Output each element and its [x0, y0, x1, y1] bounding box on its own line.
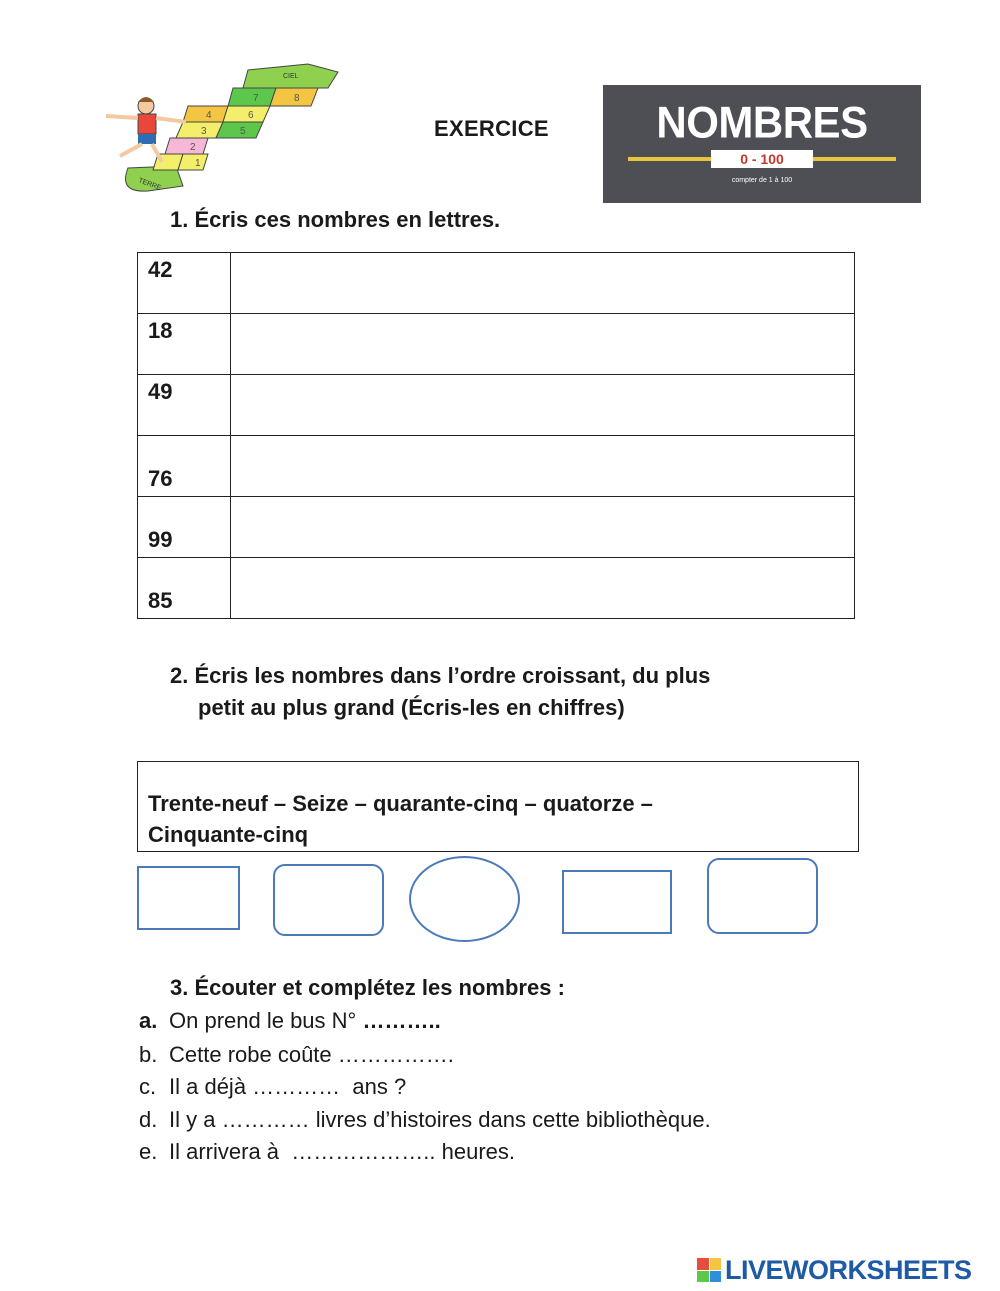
table-row [138, 253, 855, 314]
table-row [138, 558, 855, 619]
hopscotch-number: 6 [248, 110, 254, 121]
question-2-heading [170, 660, 850, 724]
number-cell: 18 [138, 314, 231, 375]
question-3-heading: 3. Écouter et complétez les nombres : [170, 975, 565, 1000]
number-words-line1: Trente-neuf – Seize – quarante-cinq – quatorze – [148, 791, 653, 816]
item-text: Cette robe coûte [169, 1042, 338, 1067]
item-text: Il arrivera à [169, 1139, 292, 1164]
item-text: On prend le bus N° [169, 1008, 363, 1033]
hopscotch-number: 8 [294, 93, 300, 104]
liveworksheets-logo-icon [697, 1258, 721, 1282]
list-item [139, 1040, 454, 1070]
number-cell: 49 [138, 375, 231, 436]
answer-box-3[interactable] [409, 856, 520, 942]
banner-subtitle: compter de 1 à 100 [731, 177, 793, 184]
answer-blank[interactable]: ………… [252, 1074, 341, 1099]
answer-blank[interactable]: ……………….. [291, 1139, 436, 1164]
hopscotch-number: 2 [190, 142, 196, 153]
answer-cell[interactable] [231, 253, 855, 314]
item-after: livres d’histoires dans cette bibliothèque. [309, 1107, 711, 1132]
item-text: Il y a [169, 1107, 222, 1132]
answer-cell[interactable] [231, 375, 855, 436]
table-row [138, 497, 855, 558]
liveworksheets-logo-text: LIVEWORKSHEETS [725, 1254, 972, 1285]
number-words-box [137, 761, 859, 852]
hopscotch-number: 5 [240, 126, 246, 137]
hopscotch-number: 7 [253, 93, 259, 104]
item-marker: b. [139, 1042, 158, 1067]
item-marker: d. [139, 1107, 158, 1132]
answer-cell[interactable] [231, 558, 855, 619]
answer-box-4[interactable] [562, 870, 672, 934]
hopscotch-number: 4 [206, 110, 212, 121]
list-item [139, 1105, 711, 1135]
number-cell: 76 [138, 436, 231, 497]
number-words-line2: Cinquante-cinq [148, 822, 309, 847]
item-text: Il a déjà [169, 1074, 253, 1099]
item-marker: a. [139, 1008, 158, 1033]
nombres-banner [603, 85, 921, 203]
hopscotch-illustration [98, 58, 358, 198]
number-cell: 99 [138, 497, 231, 558]
exercise-title: EXERCICE [434, 116, 549, 141]
table-row [138, 375, 855, 436]
table-row [138, 436, 855, 497]
number-cell: 85 [138, 558, 231, 619]
item-after: ans ? [340, 1074, 407, 1099]
table-row [138, 314, 855, 375]
answer-box-1[interactable] [137, 866, 240, 930]
hopscotch-terre-label: TERRE [137, 177, 163, 192]
number-cell: 42 [138, 253, 231, 314]
answer-blank[interactable]: ………… [221, 1107, 310, 1132]
answer-blank[interactable]: ……….. [362, 1008, 441, 1033]
banner-range: 0 - 100 [711, 150, 813, 168]
answer-cell[interactable] [231, 497, 855, 558]
answer-cell[interactable] [231, 314, 855, 375]
list-item [139, 1137, 515, 1167]
question-2-heading-line2: petit au plus grand (Écris-les en chiffres) [198, 695, 625, 720]
hopscotch-ciel-label: CIEL [283, 73, 299, 80]
question-1-heading: 1. Écris ces nombres en lettres. [170, 207, 501, 232]
numbers-table [137, 252, 855, 619]
answer-cell[interactable] [231, 436, 855, 497]
answer-box-2[interactable] [273, 864, 384, 936]
item-after: heures. [435, 1139, 515, 1164]
answer-box-5[interactable] [707, 858, 818, 934]
question-2-heading-line1: 2. Écris les nombres dans l’ordre croissant, du plus [170, 663, 711, 688]
item-marker: c. [139, 1074, 157, 1099]
item-marker: e. [139, 1139, 158, 1164]
hopscotch-number: 3 [201, 126, 207, 137]
hopscotch-number: 1 [195, 158, 201, 169]
list-item [139, 1006, 441, 1036]
banner-title: NOMBRES [656, 97, 868, 148]
answer-blank[interactable]: ……………. [337, 1042, 454, 1067]
list-item [139, 1072, 406, 1102]
liveworksheets-logo[interactable] [697, 1254, 972, 1286]
